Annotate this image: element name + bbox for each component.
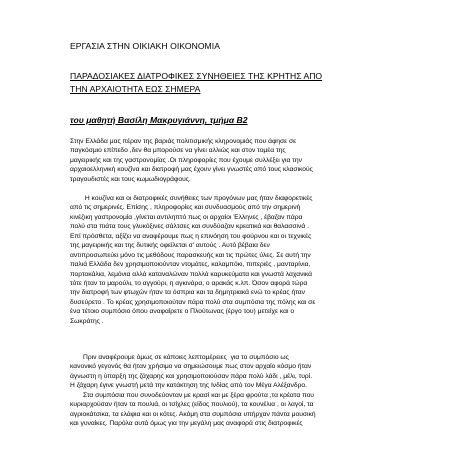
paragraph-line: παγκόσμιο επίπεδο ,δεν θα μπορούσε να γίνει αλλιώς και στον τομέα της <box>70 147 286 155</box>
paragraph-line: Στην Ελλάδα μας πέραν της βαριάς πολιτισμικής κληρονομιάς που άφησε σε <box>70 138 297 145</box>
paragraph-line: πορτοκάλια, λεμόνια αλλά καταναλώναν πολλά καρυκεύματα και γνωστά λαχανικά <box>70 270 313 278</box>
paragraph-line: αντιπροσωπεύει μόνο τις μεθόδους παρασκευής και τις πρώτες ύλες. Σε αυτή την <box>70 251 311 259</box>
paragraph-line: ένα τέτοιο συμπόσιο όπου αναφαίρετε ο Πλούτωνας (έργο του) μετείχε και ο <box>70 308 295 316</box>
paragraph-line: τότε ήταν το μαρούλι, το αγγούρι, η αγκινάρα, ο αρακάς κ.λπ. Όσον αφορά τώρα <box>70 279 308 287</box>
paragraph-line: Πριν αναφέρουμε όμως σε κάποιες λεπτομέρειες για το συμπόσιο ως <box>70 354 289 361</box>
heading-line-2: ΤΗΝ ΑΡΧΑΙΟΤΗΤΑ ΕΩΣ ΣΗΜΕΡΑ <box>70 84 201 94</box>
paragraph-line: κανονικό γεγονός θα ήταν χρήσιμο να σημειώσουμε πως στον αρχαίο κόσμο ήταν <box>70 363 312 371</box>
document-title: ΕΡΓΑΣΙΑ ΣΤΗΝ ΟΙΚΙΑΚΗ ΟΙΚΟΝΟΜΙΑ <box>70 41 220 51</box>
paragraph-line: και γυναίκες. Παρόλα αυτά όμως για την μεγάλη μας αναφορά στις διατροφικές <box>70 420 303 428</box>
paragraph-line: αγριοκάτσικα, τα ελάφια και οι κότες. Ακόμη στα συμπόσια υπήρχαν πάντα μουσική <box>70 410 316 418</box>
paragraph-line: δυσεύρετο . Το κρέας χρησιμοποιούταν πάρα πολύ στα συμπόσια της πόλης και σε <box>70 298 316 306</box>
paragraph-line: μαγειρικής και της γαστρονομίας .Οι πληροφορίες που έχουμε συλλέξει για την <box>70 156 302 164</box>
heading-line-1: ΠΑΡΑΔΟΣΙΑΚΕΣ ΔΙΑΤΡΟΦΙΚΕΣ ΣΥΝΗΘΕΙΕΣ ΤΗΣ ΚΡΗΤΗΣ ΑΠΟ <box>70 71 323 81</box>
paragraph-line: Η ζάχαρη έγινε γνωστή μετά την κατάκτηση της Ινδίας από τον Μέγα Αλέξανδρο. <box>70 382 307 390</box>
paragraph-4 <box>70 391 388 429</box>
paragraph-line: κινέζικη γαστρονομία ,γίνεται αντιληπτό πως οι αρχαίοι Έλληνες , έβαζαν πάρα <box>70 213 303 221</box>
author-line: του μαθητή Βασίλη Μακρυγιάννη, τμήμα Β2 <box>70 115 248 125</box>
paragraph-line: πολύ στα πιάτα τους γλυκόξινες σάλτσες και συνδύαζαν κρεατικά και θαλασσινά . <box>70 223 309 231</box>
paragraph-line: από τις σημερινές. Επίσης , πληροφορίες και συνδυασμούς από την σημερινή <box>70 204 301 212</box>
paragraph-line: άγνωστη η ύπαρξη της ζάχαρης και χρησιμοποιούσαν πάρα πολύ λάδι , μέλι, τυρί. <box>70 372 313 380</box>
paragraph-line: κυριαρχούσαν ήταν τα πουλιά, οι τσίχλες (είδος πουλιού), τα κουνέλια , οι λαγοί, τα <box>70 401 314 409</box>
paragraph-3 <box>70 353 388 391</box>
paragraph-line: παλιά Ελλάδα δεν χρησιμοποιούνταν ντομάτες, καλαμπόκι, πιπεριές , μανταρίνια, <box>70 261 311 269</box>
paragraph-line: Η κουζίνα και οι διατροφικές συνήθειες των προγόνων μας ήταν διαφορετικές <box>70 195 313 202</box>
paragraph-line: Επί πρόσθετα, αξίζει να αναφέρουμε πως η επινόηση του φούρνου και οι τεχνικές <box>70 232 312 240</box>
paragraph-1 <box>70 137 388 184</box>
paragraph-line: Στα συμπόσια που συνοδεύονταν με κρασί και με ξέρα φρούτα ,τα κρέατα που <box>70 392 314 399</box>
paragraph-line: αρχαιοελληνική κουζίνα και διατροφή μας έχουν γίνει γνωστές από τους κλασικούς <box>70 166 313 174</box>
paragraph-line: Σωκράτης . <box>70 317 104 325</box>
paragraph-line: τραγουδιστές και τους κωμωδιογράφους. <box>70 175 191 183</box>
paragraph-line: της μαγειρικής και της δυτικής οφείλεται σ' αυτούς . Αυτό βέβαια δεν <box>70 242 270 250</box>
paragraph-line: την διατροφή των φτωχών ήταν τα όσπρια και τα δημητριακά ενώ το κρέας ήταν <box>70 289 305 297</box>
paragraph-2 <box>70 194 388 326</box>
